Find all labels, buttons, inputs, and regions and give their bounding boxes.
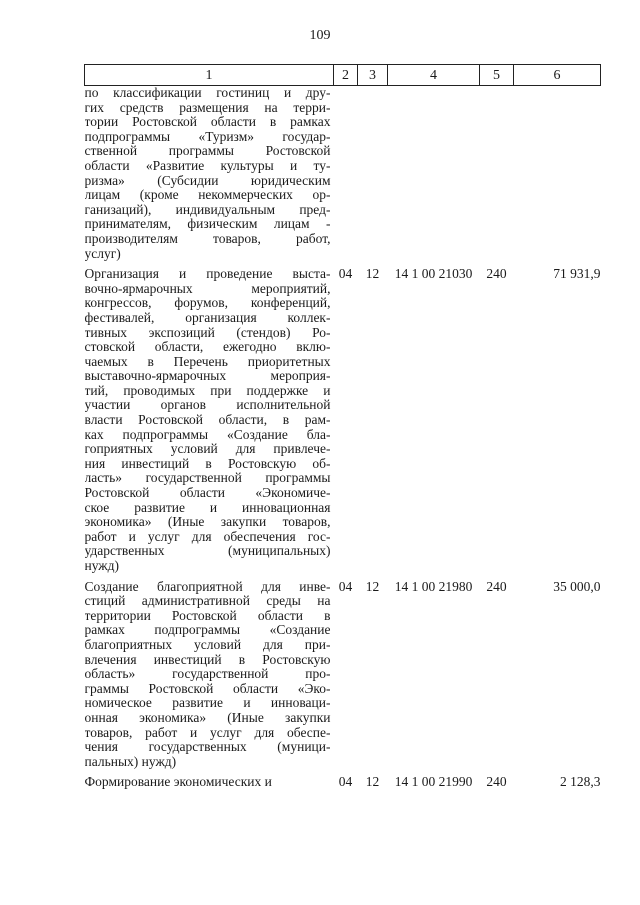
description-line: гих средств размещения на терри-: [84, 100, 331, 115]
description-line: области «Развитие культуры и ту-: [84, 158, 331, 173]
description-line: услуг): [84, 246, 121, 261]
description-line: ударственных (муниципальных): [84, 544, 331, 559]
row-section-code: [334, 86, 358, 262]
table-row: [85, 769, 601, 790]
description-line: гоприятных условий для привлече-: [84, 442, 331, 457]
row-target-article: 14 1 00 21030: [394, 266, 473, 282]
row-subsection-code: [358, 86, 388, 262]
table-header-row: [85, 65, 601, 86]
row-description: [85, 574, 334, 770]
row-target-article: 14 1 00 21980: [394, 578, 473, 594]
header-col-1: 1: [85, 65, 334, 86]
header-col-4: 4: [388, 65, 480, 86]
description-line: благоприятных условий для при-: [84, 637, 331, 652]
description-line: экономика» (Иные закупки товаров,: [84, 515, 331, 530]
row-expense-type: 240: [486, 774, 507, 790]
description-line: конгрессов, форумов, конференций,: [84, 296, 331, 311]
description-line: Ростовской области «Экономиче-: [84, 486, 331, 501]
description-line: рамках подпрограммы «Создание: [84, 623, 331, 638]
row-subsection-code: 12: [365, 774, 380, 790]
row-subsection-code: 12: [365, 266, 380, 282]
description-line: чения государственных (муници-: [84, 740, 331, 755]
description-line: ризма» (Субсидии юридическим: [84, 173, 331, 188]
header-col-3: 3: [358, 65, 388, 86]
description-line: принимателям, физическим лицам -: [84, 217, 331, 232]
row-description: [85, 769, 334, 790]
row-description: [85, 261, 334, 573]
description-line: работ и услуг для обеспечения гос-: [84, 529, 331, 544]
budget-table: [84, 64, 601, 790]
description-line: стиций административной среды на: [84, 594, 331, 609]
description-line: тий, проводимых при поддержке и: [84, 383, 331, 398]
row-expense-type: [480, 86, 514, 262]
description-line: пальных) нужд): [84, 754, 177, 769]
row-amount: 2 128,3: [560, 774, 601, 790]
row-expense-type: 240: [486, 578, 507, 594]
row-section-code: 04: [338, 266, 353, 282]
description-line: вочно-ярмарочных мероприятий,: [84, 281, 331, 296]
description-line: по классификации гостиниц и дру-: [84, 86, 331, 100]
page-number: 109: [309, 28, 331, 43]
description-line: власти Ростовской области, в рам-: [84, 413, 331, 428]
table-row: [85, 86, 601, 262]
row-expense-type: 240: [486, 266, 507, 282]
description-line: товаров, работ и услуг для обеспе-: [84, 725, 331, 740]
description-line: стовской области, ежегодно вклю-: [84, 340, 331, 355]
description-line: нужд): [84, 559, 119, 573]
description-line: ганизаций), индивидуальным пред-: [84, 202, 331, 217]
description-line: ственной программы Ростовской: [84, 144, 331, 159]
table-row: [85, 261, 601, 573]
description-line: производителям товаров, работ,: [84, 231, 331, 246]
description-line: область» государственной про-: [84, 667, 331, 682]
description-line: онная экономика» (Иные закупки: [84, 710, 331, 725]
description-line: Организация и проведение выста-: [84, 267, 331, 282]
row-amount: 35 000,0: [553, 578, 601, 594]
description-line: фестивалей, организация коллек-: [84, 310, 331, 325]
description-line: номическое развитие и инноваци-: [84, 696, 331, 711]
table-row: [85, 574, 601, 770]
description-line: Создание благоприятной для инве-: [84, 579, 331, 594]
row-description: [85, 86, 334, 262]
row-amount: 71 931,9: [553, 266, 601, 282]
description-line: Формирование экономических и: [84, 775, 272, 790]
row-amount: [514, 86, 601, 262]
table-header: [85, 65, 601, 86]
description-line: ское развитие и инновационная: [84, 500, 331, 515]
description-line: чаемых в Перечень приоритетных: [84, 354, 331, 369]
description-line: выставочно-ярмарочных мероприя-: [84, 369, 331, 384]
row-target-article: [388, 86, 480, 262]
row-section-code: 04: [338, 774, 353, 790]
row-section-code: 04: [338, 578, 353, 594]
description-line: участии органов исполнительной: [84, 398, 331, 413]
description-line: тивных экспозиций (стендов) Ро-: [84, 325, 331, 340]
header-col-6: 6: [514, 65, 601, 86]
header-col-2: 2: [334, 65, 358, 86]
table-body: [85, 86, 601, 790]
description-line: территории Ростовской области в: [84, 608, 331, 623]
header-col-5: 5: [480, 65, 514, 86]
description-line: влечения инвестиций в Ростовскую: [84, 652, 331, 667]
description-line: ния инвестиций в Ростовскую об-: [84, 456, 331, 471]
row-subsection-code: 12: [365, 578, 380, 594]
description-line: ках подпрограммы «Создание бла-: [84, 427, 331, 442]
description-line: лицам (кроме некоммерческих ор-: [84, 188, 331, 203]
description-line: ласть» государственной программы: [84, 471, 331, 486]
description-line: граммы Ростовской области «Эко-: [84, 681, 331, 696]
description-line: тории Ростовской области в рамках: [84, 115, 331, 130]
description-line: подпрограммы «Туризм» государ-: [84, 129, 331, 144]
row-target-article: 14 1 00 21990: [394, 774, 473, 790]
